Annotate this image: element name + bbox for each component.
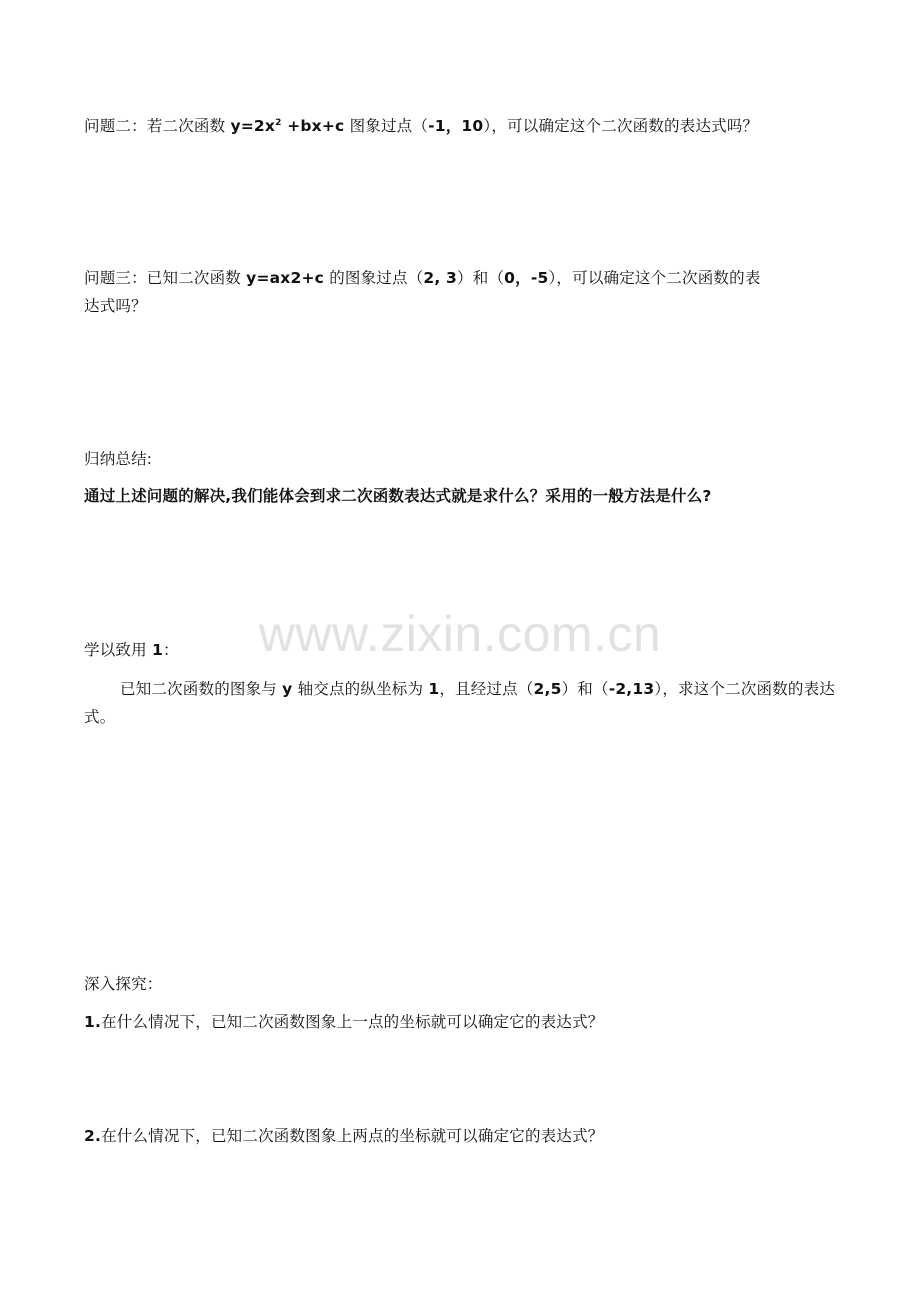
apply-heading: 学以致用 1： bbox=[84, 641, 179, 659]
question-3-expression: y=ax2+c bbox=[246, 269, 325, 287]
summary-heading: 归纳总结: bbox=[84, 450, 153, 468]
summary-question: 通过上述问题的解决,我们能体会到求二次函数表达式就是求什么？采用的一般方法是什么? bbox=[84, 487, 712, 505]
question-2-point: -1，10 bbox=[428, 117, 484, 135]
question-3-text-a: 的图象过点（ bbox=[324, 269, 424, 287]
question-3-lead: 问题三：已知二次函数 bbox=[84, 269, 247, 287]
question-3-point-1: 2, 3 bbox=[423, 269, 458, 287]
explore-item-2: 2.在什么情况下，已知二次函数图象上两点的坐标就可以确定它的表达式？ bbox=[84, 1127, 604, 1145]
question-2 bbox=[84, 114, 758, 138]
question-3-line-2: 达式吗？ bbox=[84, 297, 147, 315]
explore-heading: 深入探究： bbox=[84, 975, 163, 993]
question-2-expression: $y=2x^2 +bx+c$ bbox=[230, 117, 345, 135]
question-2-text-b: ），可以确定这个二次函数的表达式吗？ bbox=[483, 117, 759, 135]
question-3-text-b: ）和（ bbox=[457, 269, 505, 287]
question-2-text-a: 图象过点（ bbox=[344, 117, 429, 135]
question-3-point-2: 0，-5 bbox=[504, 269, 549, 287]
question-2-lead: 问题二：若二次函数 bbox=[84, 117, 231, 135]
watermark: www.zixin.com.cn bbox=[258, 606, 662, 662]
apply-problem: 已知二次函数的图象与 y 轴交点的纵坐标为 1，且经过点（2,5）和（-2,13），求这个二次函数的表达式。 bbox=[84, 680, 836, 726]
explore-item-1: 1.在什么情况下，已知二次函数图象上一点的坐标就可以确定它的表达式？ bbox=[84, 1013, 604, 1031]
question-3 bbox=[84, 264, 844, 320]
question-3-text-c: ），可以确定这个二次函数的表 bbox=[548, 269, 761, 287]
